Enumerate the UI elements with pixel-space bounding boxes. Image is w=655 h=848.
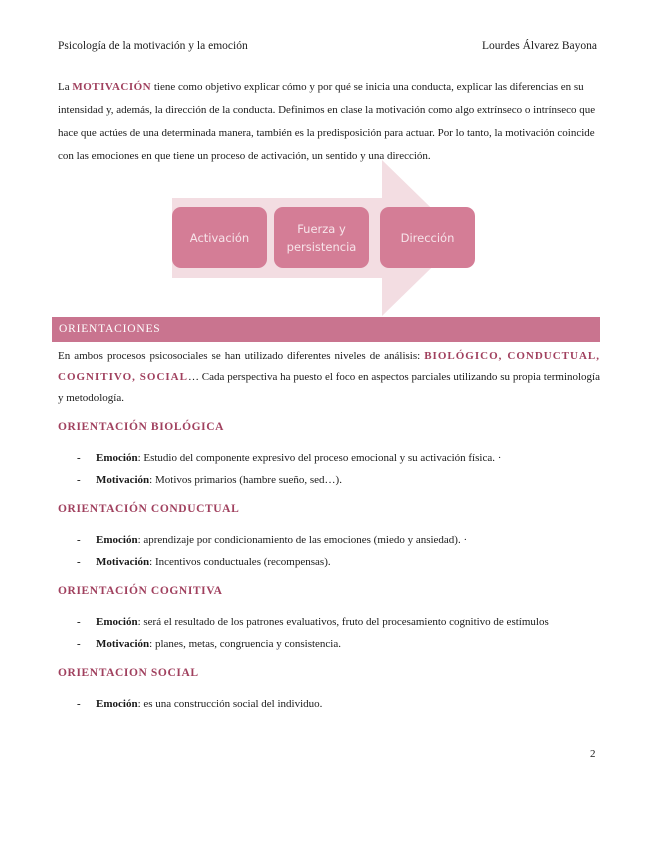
- bullet-dash: -: [77, 616, 81, 628]
- item-text: : Motivos primarios (hambre sueño, sed…).: [149, 474, 342, 486]
- section-social: [58, 667, 600, 715]
- header-author: Lourdes Álvarez Bayona: [482, 40, 597, 52]
- item-text: : Estudio del componente expresivo del proceso emocional y su activación física. ·: [137, 452, 502, 464]
- bullet-list: [58, 447, 600, 491]
- header-course-title: Psicología de la motivación y la emoción: [58, 40, 248, 52]
- intro-paragraph: [58, 76, 600, 168]
- item-text: : Incentivos conductuales (recompensas).: [149, 556, 331, 568]
- section-cognitive: [58, 585, 600, 655]
- page-number: 2: [590, 748, 596, 760]
- item-term: Emoción: [96, 698, 138, 710]
- bullet-dash: -: [77, 698, 81, 710]
- item-text: : planes, metas, congruencia y consistencia.: [149, 638, 341, 650]
- process-diagram: [172, 160, 482, 316]
- list-item: [58, 693, 600, 715]
- list-item: [58, 447, 600, 469]
- list-item: [58, 633, 600, 655]
- diagram-svg: [172, 160, 482, 316]
- para2-text2: … Cada perspectiva ha puesto el foco en aspectos parciales utilizando su propia terminología y metodología.: [58, 371, 600, 404]
- intro-text: tiene como objetivo explicar cómo y por qué se inicia una conducta, explicar las diferencias en su intensidad y, además, la dirección de la conducta. Definimos en clase la motivación como algo extrínseco o intrínseco que hace que actúes de una determinada manera, también es la predisposición para actuar. Por lo tanto, la motivación coincide con las emociones en que tiene un proceso de activación, un sentido y una dirección.: [58, 81, 596, 162]
- section-title: ORIENTACIÓN BIOLÓGICA: [58, 421, 225, 433]
- intro-prefix: La: [58, 81, 73, 93]
- bullet-list: [58, 529, 600, 573]
- bullet-dash: -: [77, 534, 81, 546]
- section-biological: [58, 421, 600, 491]
- diagram-box-strength: [274, 207, 369, 268]
- list-item: [58, 469, 600, 491]
- list-item: [58, 529, 600, 551]
- section-title: ORIENTACIÓN CONDUCTUAL: [58, 503, 240, 515]
- item-term: Emoción: [96, 616, 138, 628]
- item-text: : es una construcción social del individuo.: [137, 698, 323, 710]
- section-band: [52, 317, 600, 342]
- item-term: Emoción: [96, 534, 138, 546]
- diagram-label-direction: Dirección: [400, 231, 455, 245]
- para2-text1: En ambos procesos psicosociales se han utilizado diferentes niveles de análisis:: [58, 350, 425, 362]
- bullet-dash: -: [77, 638, 81, 650]
- bullet-list: [58, 693, 600, 715]
- item-term: Motivación: [96, 556, 150, 568]
- diagram-label-strength-2: persistencia: [286, 240, 357, 254]
- item-term: Motivación: [96, 474, 150, 486]
- diagram-label-activation: Activación: [189, 231, 250, 245]
- section-title: ORIENTACIÓN COGNITIVA: [58, 585, 223, 597]
- item-term: Motivación: [96, 638, 150, 650]
- item-text: : aprendizaje por condicionamiento de las emociones (miedo y ansiedad). ·: [137, 534, 468, 546]
- page-header: [58, 40, 597, 52]
- diagram-label-strength-1: Fuerza y: [297, 222, 346, 236]
- section-behavioral: [58, 503, 600, 573]
- item-text: : será el resultado de los patrones evaluativos, fruto del procesamiento cognitivo de estímulos: [137, 616, 549, 628]
- bullet-dash: -: [77, 556, 81, 568]
- item-term: Emoción: [96, 452, 138, 464]
- intro-keyword: MOTIVACIÓN: [72, 81, 152, 93]
- band-title: ORIENTACIONES: [59, 323, 161, 335]
- section-title: ORIENTACION SOCIAL: [58, 667, 199, 679]
- bullet-dash: -: [77, 452, 81, 464]
- orientations-paragraph: [58, 346, 600, 409]
- bullet-dash: -: [77, 474, 81, 486]
- list-item: [58, 551, 600, 573]
- list-item: [58, 611, 600, 633]
- bullet-list: [58, 611, 600, 655]
- para2-keywords: BIOLÓGICO, CONDUCTUAL, COGNITIVO, SOCIAL: [58, 350, 600, 383]
